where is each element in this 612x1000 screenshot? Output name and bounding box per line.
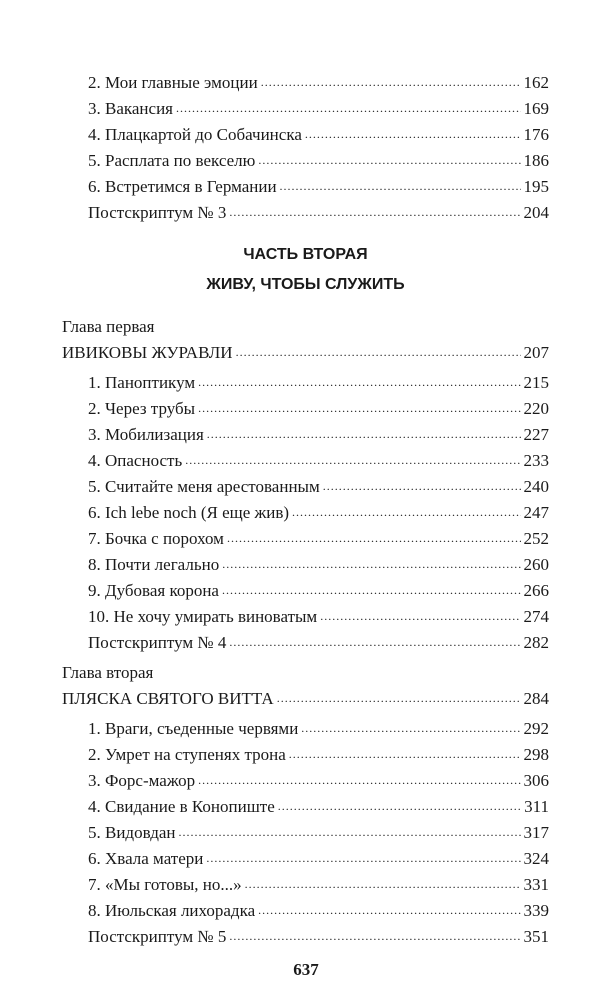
toc-entry-title: 7. Бочка с порохом xyxy=(88,529,224,548)
toc-entry xyxy=(88,125,549,147)
dot-leader xyxy=(301,718,520,738)
toc-entry-title: 1. Враги, съеденные червями xyxy=(88,719,299,738)
toc-entry-title: 2. Умрет на ступенях трона xyxy=(88,745,286,764)
dot-leader xyxy=(323,476,521,496)
toc-entry xyxy=(88,771,549,793)
toc-entry-title: 3. Мобилизация xyxy=(88,425,204,444)
toc-entry-page: 311 xyxy=(524,797,549,816)
dot-leader xyxy=(222,554,520,574)
dot-leader xyxy=(277,688,521,708)
toc-entry-page: 195 xyxy=(523,177,549,196)
toc-entry-title: 10. Не хочу умирать виноватым xyxy=(88,607,318,626)
dot-leader xyxy=(278,796,521,816)
dot-leader xyxy=(198,770,520,790)
dot-leader xyxy=(229,202,520,222)
toc-entry-page: 306 xyxy=(523,771,549,790)
dot-leader xyxy=(292,502,520,522)
toc-entry-title: 3. Вакансия xyxy=(88,99,173,118)
toc-entry-page: 215 xyxy=(523,373,549,392)
toc-entry xyxy=(88,151,549,173)
toc-entry-title: 9. Дубовая корона xyxy=(88,581,219,600)
dot-leader xyxy=(305,124,521,144)
toc-entry-postscript xyxy=(88,927,549,949)
dot-leader xyxy=(229,632,520,652)
toc-entry-title: Постскриптум № 3 xyxy=(88,203,227,222)
toc-entry-page: 317 xyxy=(523,823,549,842)
dot-leader xyxy=(198,372,520,392)
toc-entry xyxy=(88,607,549,629)
toc-entry-postscript xyxy=(88,633,549,655)
toc-entry-page: 266 xyxy=(523,581,549,600)
chapter-page: 207 xyxy=(523,343,549,362)
page-number: 637 xyxy=(293,960,319,979)
toc-entry-title: Постскриптум № 4 xyxy=(88,633,227,652)
toc-entry-title: 3. Форс-мажор xyxy=(88,771,196,790)
dot-leader xyxy=(261,72,521,92)
toc-entry-page: 240 xyxy=(523,477,549,496)
dot-leader xyxy=(176,98,521,118)
toc-entry-page: 351 xyxy=(523,927,549,946)
toc-entry xyxy=(88,823,549,845)
toc-entry-page: 186 xyxy=(523,151,549,170)
dot-leader xyxy=(207,424,521,444)
toc-entry-title: 2. Через трубы xyxy=(88,399,196,418)
toc-entry xyxy=(88,901,549,923)
toc-entry xyxy=(88,177,549,199)
toc-entry xyxy=(88,73,549,95)
toc-entry-title: 7. «Мы готовы, но...» xyxy=(88,875,242,894)
dot-leader xyxy=(198,398,520,418)
dot-leader xyxy=(222,580,521,600)
toc-entry-page: 339 xyxy=(523,901,549,920)
dot-leader xyxy=(245,874,521,894)
toc-entry-page: 324 xyxy=(523,849,549,868)
toc-entry xyxy=(88,849,549,871)
toc-entry xyxy=(88,373,549,395)
toc-entry-page: 274 xyxy=(523,607,549,626)
toc-entry xyxy=(88,719,549,741)
dot-leader xyxy=(206,848,520,868)
toc-entry xyxy=(88,451,549,473)
dot-leader xyxy=(280,176,521,196)
toc-entry-title: 6. Встретимся в Германии xyxy=(88,177,277,196)
toc-entry xyxy=(88,797,549,819)
toc-entry-title: 8. Июльская лихорадка xyxy=(88,901,256,920)
part-title: ЖИВУ, ЧТОБЫ СЛУЖИТЬ xyxy=(206,276,405,293)
toc-entry-postscript xyxy=(88,203,549,225)
toc-entry-page: 282 xyxy=(523,633,549,652)
toc-entry xyxy=(88,875,549,897)
toc-entry-page: 292 xyxy=(523,719,549,738)
toc-entry xyxy=(88,477,549,499)
toc-entry-title: Постскриптум № 5 xyxy=(88,927,227,946)
toc-entry-page: 169 xyxy=(523,99,549,118)
toc-entry xyxy=(88,99,549,121)
dot-leader xyxy=(320,606,520,626)
toc-entry-page: 260 xyxy=(523,555,549,574)
toc-entry-title: 4. Свидание в Конопиште xyxy=(88,797,275,816)
chapter-title-entry xyxy=(62,689,549,711)
toc-entry-page: 233 xyxy=(523,451,549,470)
dot-leader xyxy=(185,450,520,470)
toc-entry-page: 176 xyxy=(523,125,549,144)
toc-entry-title: 2. Мои главные эмоции xyxy=(88,73,258,92)
toc-entry-page: 252 xyxy=(523,529,549,548)
toc-entry xyxy=(88,399,549,421)
dot-leader xyxy=(236,342,521,362)
toc-entry-page: 204 xyxy=(523,203,549,222)
toc-entry-title: 1. Паноптикум xyxy=(88,373,196,392)
dot-leader xyxy=(258,900,520,920)
toc-entry-title: 6. Ich lebe noch (Я еще жив) xyxy=(88,503,290,522)
toc-entry-page: 247 xyxy=(523,503,549,522)
chapter-label: Глава первая xyxy=(62,317,155,336)
part-label: ЧАСТЬ ВТОРАЯ xyxy=(243,246,368,263)
toc-entry xyxy=(88,503,549,525)
toc-entry-title: 6. Хвала матери xyxy=(88,849,204,868)
toc-entry-title: 4. Плацкартой до Собачинска xyxy=(88,125,302,144)
dot-leader xyxy=(229,926,520,946)
toc-entry-title: 5. Расплата по векселю xyxy=(88,151,256,170)
toc-entry xyxy=(88,529,549,551)
toc-entry-page: 220 xyxy=(523,399,549,418)
toc-entry-page: 331 xyxy=(523,875,549,894)
toc-entry-title: 5. Видовдан xyxy=(88,823,176,842)
toc-entry xyxy=(88,425,549,447)
dot-leader xyxy=(289,744,521,764)
dot-leader xyxy=(178,822,520,842)
dot-leader xyxy=(258,150,520,170)
toc-entry xyxy=(88,745,549,767)
toc-entry-title: 5. Считайте меня арестованным xyxy=(88,477,320,496)
toc-entry xyxy=(88,581,549,603)
chapter-title: ИВИКОВЫ ЖУРАВЛИ xyxy=(62,343,233,362)
toc-entry-page: 162 xyxy=(523,73,549,92)
toc-entry-page: 298 xyxy=(523,745,549,764)
toc-entry-title: 8. Почти легально xyxy=(88,555,220,574)
chapter-title-entry xyxy=(62,343,549,365)
toc-entry-page: 227 xyxy=(523,425,549,444)
dot-leader xyxy=(227,528,521,548)
toc-entry xyxy=(88,555,549,577)
toc-entry-title: 4. Опасность xyxy=(88,451,183,470)
chapter-title: ПЛЯСКА СВЯТОГО ВИТТА xyxy=(62,689,274,708)
chapter-label: Глава вторая xyxy=(62,663,154,682)
chapter-page: 284 xyxy=(523,689,549,708)
